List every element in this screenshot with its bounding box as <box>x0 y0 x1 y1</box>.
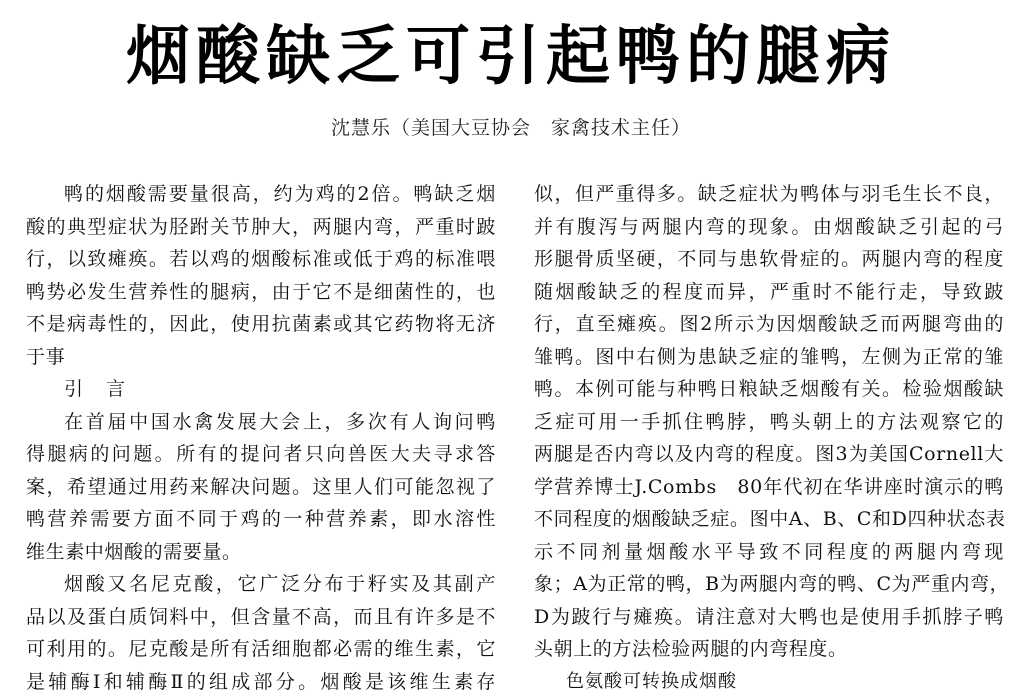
text-line: 鸭营养需要方面不同于鸡的一种营养素，即水溶性 <box>26 503 496 536</box>
text-line: 不是病毒性的，因此，使用抗菌素或其它药物将无济 <box>26 308 496 341</box>
text-line: 似，但严重得多。缺乏症状为鸭体与羽毛生长不良， <box>534 178 1004 211</box>
text-line: 示不同剂量烟酸水平导致不同程度的两腿内弯现 <box>534 536 1004 569</box>
text-line: 烟酸又名尼克酸，它广泛分布于籽实及其副产 <box>26 568 496 601</box>
text-line: 象；A为正常的鸭，B为两腿内弯的鸭、C为严重内弯， <box>534 568 1004 601</box>
text-line: 不同程度的烟酸缺乏症。图中A、B、C和D四种状态表 <box>534 503 1004 536</box>
text-line: 雏鸭。图中右侧为患缺乏症的雏鸭，左侧为正常的雏 <box>534 341 1004 374</box>
article-title: 烟酸缺乏可引起鸭的腿病 <box>0 14 1022 100</box>
text-line: 于事 <box>26 341 496 374</box>
text-line: 行，以致瘫痪。若以鸡的烟酸标准或低于鸡的标准喂 <box>26 243 496 276</box>
text-line: 两腿是否内弯以及内弯的程度。图3为美国Cornell大 <box>534 438 1004 471</box>
section-heading-tryptophan: 色氨酸可转换成烟酸 <box>534 666 1004 698</box>
text-line: 并有腹泻与两腿内弯的现象。由烟酸缺乏引起的弓 <box>534 211 1004 244</box>
text-line: 头朝上的方法检验两腿的内弯程度。 <box>534 633 1004 666</box>
text-line: D为跛行与瘫痪。请注意对大鸭也是使用手抓脖子鸭 <box>534 601 1004 634</box>
text-line: 鸭的烟酸需要量很高，约为鸡的2倍。鸭缺乏烟 <box>26 178 496 211</box>
text-line: 在首届中国水禽发展大会上，多次有人询问鸭 <box>26 406 496 439</box>
text-line: 鸭。本例可能与种鸭日粮缺乏烟酸有关。检验烟酸缺 <box>534 373 1004 406</box>
text-line: 可利用的。尼克酸是所有活细胞都必需的维生素，它 <box>26 633 496 666</box>
left-text-column <box>26 178 496 698</box>
section-heading-intro: 引 言 <box>26 373 496 406</box>
text-line: 得腿病的问题。所有的提问者只向兽医大夫寻求答 <box>26 438 496 471</box>
text-line: 品以及蛋白质饲料中，但含量不高，而且有许多是不 <box>26 601 496 634</box>
text-line: 鸭势必发生营养性的腿病，由于它不是细菌性的，也 <box>26 276 496 309</box>
author-byline: 沈慧乐（美国大豆协会 家禽技术主任） <box>0 114 1022 142</box>
right-text-column <box>534 178 1004 698</box>
text-line: 案，希望通过用药来解决问题。这里人们可能忽视了 <box>26 471 496 504</box>
text-line: 酸的典型症状为胫跗关节肿大，两腿内弯，严重时跛 <box>26 211 496 244</box>
text-line: 维生素中烟酸的需要量。 <box>26 536 496 569</box>
text-line: 随烟酸缺乏的程度而异，严重时不能行走，导致跛 <box>534 276 1004 309</box>
text-line: 形腿骨质坚硬，不同与患软骨症的。两腿内弯的程度 <box>534 243 1004 276</box>
text-line: 学营养博士J.Combs 80年代初在华讲座时演示的鸭 <box>534 471 1004 504</box>
text-line: 是辅酶Ⅰ和辅酶Ⅱ的组成部分。烟酸是该维生素存 <box>26 666 496 698</box>
text-line: 行，直至瘫痪。图2所示为因烟酸缺乏而两腿弯曲的 <box>534 308 1004 341</box>
text-line: 乏症可用一手抓住鸭脖，鸭头朝上的方法观察它的 <box>534 406 1004 439</box>
